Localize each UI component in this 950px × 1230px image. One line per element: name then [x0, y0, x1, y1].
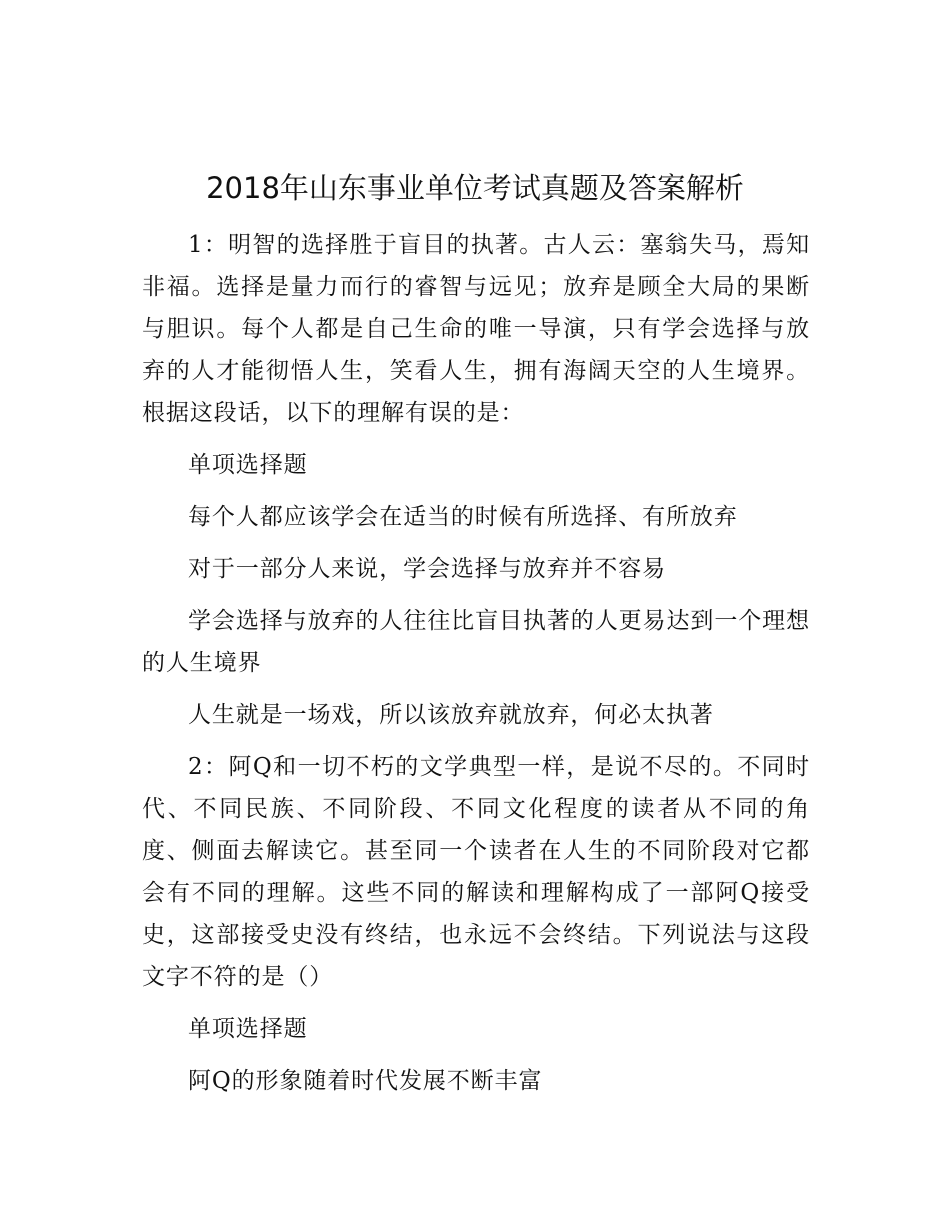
question-1-option-d: 人生就是一场戏，所以该放弃就放弃，何必太执著 [188, 702, 714, 728]
document-title: 2018年山东事业单位考试真题及答案解析 [206, 171, 744, 205]
question-2-stem: 2：阿Q和一切不朽的文学典型一样，是说不尽的。不同时代、不同民族、不同阶段、不同文化程度的读者从不同的角度、侧面去解读它。甚至同一个读者在人生的不同阶段对它都会有不同的理解。这些不同的解读和理解构成了一部阿Q接受史，这部接受史没有终结，也永远不会终结。下列说法与这段文字不符的是（） [142, 754, 810, 990]
question-2-option-a: 阿Q的形象随着时代发展不断丰富 [188, 1068, 543, 1094]
question-1-option-c: 学会选择与放弃的人往往比盲目执著的人更易达到一个理想的人生境界 [142, 608, 810, 676]
document-body [142, 224, 810, 1102]
question-1-option-b: 对于一部分人来说，学会选择与放弃并不容易 [188, 556, 666, 582]
question-1-type: 单项选择题 [188, 452, 308, 478]
question-1-option-a: 每个人都应该学会在适当的时候有所选择、有所放弃 [188, 504, 738, 530]
question-1-stem: 1：明智的选择胜于盲目的执著。古人云：塞翁失马，焉知非福。选择是量力而行的睿智与远见；放弃是顾全大局的果断与胆识。每个人都是自己生命的唯一导演，只有学会选择与放弃的人才能彻悟人生，笑看人生，拥有海阔天空的人生境界。根据这段话，以下的理解有误的是： [142, 232, 810, 426]
question-2-type: 单项选择题 [188, 1016, 308, 1042]
